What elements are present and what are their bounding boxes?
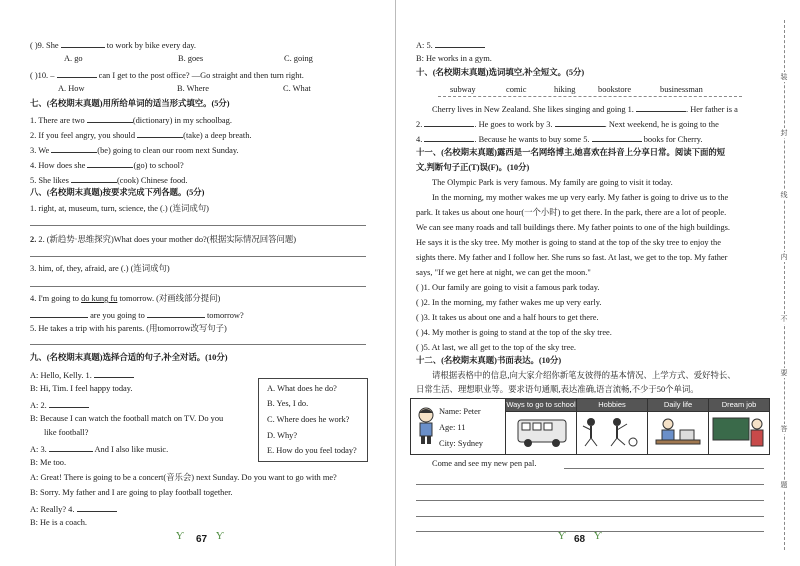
answer-line[interactable] bbox=[30, 286, 366, 287]
bus-icon bbox=[506, 412, 576, 452]
s7-item-2: 2. If you feel angry, you should (take) a deep breath. bbox=[30, 131, 252, 140]
answer-blank[interactable] bbox=[435, 39, 485, 48]
s8-q2: 2. 2. (新趋势·思维探究)What does your mother do?(根据实际情况回答问题) bbox=[30, 235, 297, 244]
passage-line: He says it is the sky tree. My mother is going to stand at the top of the sky tree to enjoy the bbox=[416, 238, 721, 247]
answer-blank[interactable] bbox=[87, 159, 133, 168]
margin-char: 不 bbox=[778, 314, 790, 324]
answer-blank[interactable] bbox=[30, 309, 88, 318]
q10: ( )10. – can I get to the post office? —Go straight and then turn right. bbox=[30, 71, 304, 80]
option-b: B. goes bbox=[178, 54, 204, 63]
answer-blank[interactable] bbox=[147, 309, 205, 318]
s10-line-3: 4. . Because he wants to buy some 5. books for Cherry. bbox=[416, 135, 703, 144]
dialogue-line: B: He is a coach. bbox=[30, 518, 87, 527]
dialogue-line: A: Really? 4. bbox=[30, 503, 117, 515]
word-item: hiking bbox=[554, 85, 576, 94]
judge-item: ( )2. In the morning, my father wakes me up very early. bbox=[416, 298, 602, 307]
option-c: C. going bbox=[284, 54, 313, 63]
answer-blank[interactable] bbox=[424, 133, 474, 142]
option-item: C. Where does he work? bbox=[267, 415, 350, 424]
option-item: A. What does he do? bbox=[267, 384, 337, 393]
word-bank bbox=[408, 82, 768, 98]
answer-line[interactable] bbox=[564, 468, 764, 469]
answer-blank[interactable] bbox=[57, 69, 97, 78]
header-daily-life: Daily life bbox=[648, 399, 709, 412]
answer-blank[interactable] bbox=[77, 503, 117, 512]
s8-q5: 5. He takes a trip with his parents. (用tomorrow改写句子) bbox=[30, 324, 227, 333]
s8-q4-answer: are you going to tomorrow? bbox=[30, 309, 244, 321]
section-12-title: 十二、(名校期末真题)书面表达。(10分) bbox=[416, 356, 562, 365]
q9: ( )9. She to work by bike every day. bbox=[30, 41, 197, 50]
answer-blank[interactable] bbox=[71, 174, 117, 183]
answer-blank[interactable] bbox=[61, 39, 105, 48]
answer-blank[interactable] bbox=[137, 129, 183, 138]
left-page bbox=[0, 0, 396, 566]
answer-line[interactable] bbox=[416, 531, 764, 532]
option-a: A. go bbox=[64, 54, 83, 63]
s7-item-5: 5. She likes (cook) Chinese food. bbox=[30, 176, 188, 185]
s8-q1: 1. right, at, museum, turn, science, the (.) (连词成句) bbox=[30, 204, 209, 213]
section-11-title-cont: 文,判断句子正(T)误(F)。(10分) bbox=[416, 163, 530, 172]
tree-icon: Ƴ bbox=[594, 531, 602, 542]
answer-blank[interactable] bbox=[636, 103, 686, 112]
option-b: B. Where bbox=[177, 84, 209, 93]
dream-job-picture bbox=[709, 412, 770, 455]
daily-life-picture bbox=[648, 412, 709, 455]
dialogue-line: B: Me too. bbox=[30, 458, 67, 467]
answer-blank[interactable] bbox=[424, 118, 474, 127]
dialogue-line: B: Sorry. My father and I are going to play football together. bbox=[30, 488, 233, 497]
teacher-icon bbox=[709, 412, 769, 452]
passage-line: In the morning, my mother wakes me up very early. My father is going to drive us to the bbox=[432, 193, 729, 202]
dialogue-line: A: 3. And I also like music. bbox=[30, 445, 169, 454]
dialogue-line: A: Hello, Kelly. 1. bbox=[30, 369, 134, 381]
section-7-title: 七、(名校期末真题)用所给单词的适当形式填空。(5分) bbox=[30, 99, 230, 108]
answer-blank[interactable] bbox=[49, 443, 93, 452]
margin-char: 内 bbox=[778, 252, 790, 262]
answer-line[interactable] bbox=[30, 256, 366, 257]
margin-char: 封 bbox=[778, 128, 790, 138]
dialogue-line: B: Because I can watch the football match on TV. Do you bbox=[30, 414, 224, 423]
s7-item-3: 3. We (be) going to clean our room next Sunday. bbox=[30, 146, 239, 155]
s7-item-1: 1. There are two (dictionary) in my schoolbag. bbox=[30, 116, 232, 125]
margin-char: 要 bbox=[778, 368, 790, 378]
section-10-title: 十、(名校期末真题)选词填空,补全短文。(5分) bbox=[416, 68, 585, 77]
bus-picture bbox=[506, 412, 577, 455]
dialogue-line: A: 2. bbox=[30, 399, 89, 411]
dialogue-line: like football? bbox=[44, 428, 89, 437]
word-item: subway bbox=[450, 85, 476, 94]
tree-icon: Ƴ bbox=[176, 531, 184, 542]
answer-line[interactable] bbox=[416, 516, 764, 517]
answer-line[interactable] bbox=[30, 225, 366, 226]
options-box bbox=[258, 378, 368, 462]
tree-icon: Ƴ bbox=[558, 531, 566, 542]
answer-blank[interactable] bbox=[555, 118, 605, 127]
judge-item: ( )3. It takes us about one and a half hours to get there. bbox=[416, 313, 599, 322]
answer-blank[interactable] bbox=[51, 144, 97, 153]
word-item: comic bbox=[506, 85, 527, 94]
passage-line: sights there. My father and I follow her. She runs so fast. At last, we get to the top. My father bbox=[416, 253, 728, 262]
dialogue-line: A: 5. bbox=[416, 39, 485, 51]
profile-cell bbox=[411, 399, 506, 455]
binding-margin bbox=[770, 0, 800, 566]
margin-char: 题 bbox=[778, 480, 790, 490]
answer-line[interactable] bbox=[416, 500, 764, 501]
penpal-table bbox=[410, 398, 770, 455]
instructions: 日常生活、理想职业等。要求语句通顺,表达准确,语言流畅,不少于50个单词。 bbox=[416, 385, 699, 394]
composition-start: Come and see my new pen pal. bbox=[432, 459, 537, 468]
dialogue-line: B: He works in a gym. bbox=[416, 54, 492, 63]
margin-char: 答 bbox=[778, 424, 790, 434]
section-11-title: 十一、(名校期末真题)露西是一名网络博主,她喜欢在抖音上分享日常。阅读下面的短 bbox=[416, 148, 726, 157]
study-icon bbox=[648, 412, 708, 452]
option-c: C. What bbox=[283, 84, 311, 93]
word-item: bookstore bbox=[598, 85, 632, 94]
s8-q4: 4. I'm going to do kung fu tomorrow. (对画线部分提问) bbox=[30, 294, 221, 303]
option-item: E. How do you feel today? bbox=[267, 446, 357, 455]
passage-line: says, "If we get here at night, we can get the moon." bbox=[416, 268, 591, 277]
name-field: Name: Peter bbox=[439, 407, 481, 416]
answer-line[interactable] bbox=[416, 484, 764, 485]
age-field: Age: 11 bbox=[439, 423, 466, 432]
instructions: 请根据表格中的信息,向大家介绍你新笔友彼得的基本情况、上学方式、爱好特长、 bbox=[432, 371, 736, 380]
judge-item: ( )1. Our family are going to visit a famous park today. bbox=[416, 283, 600, 292]
answer-blank[interactable] bbox=[87, 114, 133, 123]
header-ways: Ways to go to school bbox=[506, 399, 577, 412]
passage-line: The Olympic Park is very famous. My family are going to visit it today. bbox=[432, 178, 673, 187]
header-dream-job: Dream job bbox=[709, 399, 770, 412]
answer-blank[interactable] bbox=[94, 369, 134, 378]
city-field: City: Sydney bbox=[439, 439, 483, 448]
option-item: B. Yes, I do. bbox=[267, 399, 309, 408]
option-item: D. Why? bbox=[267, 431, 298, 440]
s7-item-4: 4. How does she (go) to school? bbox=[30, 161, 184, 170]
section-8-title: 八、(名校期末真题)按要求完成下列各题。(5分) bbox=[30, 188, 205, 197]
passage-line: We can see many roads and tall buildings there. My father points to one of the high buildings. bbox=[416, 223, 731, 232]
hobbies-picture bbox=[577, 412, 648, 455]
answer-blank[interactable] bbox=[49, 399, 89, 408]
right-page bbox=[398, 0, 800, 566]
tree-icon: Ƴ bbox=[216, 531, 224, 542]
margin-char: 线 bbox=[778, 190, 790, 200]
word-item: businessman bbox=[660, 85, 703, 94]
judge-item: ( )5. At last, we all get to the top of the sky tree. bbox=[416, 343, 577, 352]
section-9-title: 九、(名校期末真题)选择合适的句子,补全对话。(10分) bbox=[30, 353, 228, 362]
s8-q3: 3. him, of, they, afraid, are (.) (连词成句) bbox=[30, 264, 170, 273]
margin-char: 装 bbox=[778, 72, 790, 82]
s10-line-1: Cherry lives in New Zealand. She likes singing and going 1. . Her father is a bbox=[432, 105, 738, 114]
judge-item: ( )4. My mother is going to stand at the top of the sky tree. bbox=[416, 328, 612, 337]
dialogue-line: A: Great! There is going to be a concert(音乐会) next Sunday. Do you want to go with me? bbox=[30, 473, 337, 482]
answer-blank[interactable] bbox=[592, 133, 642, 142]
passage-line: park. It takes us about one hour(一个小时) to get there. In the park, there are a lot of people. bbox=[416, 208, 727, 217]
boy-icon bbox=[415, 405, 437, 445]
header-hobbies: Hobbies bbox=[577, 399, 648, 412]
page-number: 67 bbox=[196, 534, 208, 545]
s10-line-2: 2. . He goes to work by 3. . Next weekend, he is going to the bbox=[416, 120, 719, 129]
answer-line[interactable] bbox=[30, 344, 366, 345]
option-a: A. How bbox=[58, 84, 85, 93]
page-number: 68 bbox=[574, 534, 586, 545]
dialogue-line: B: Hi, Tim. I feel happy today. bbox=[30, 384, 133, 393]
sports-icon bbox=[577, 412, 647, 452]
